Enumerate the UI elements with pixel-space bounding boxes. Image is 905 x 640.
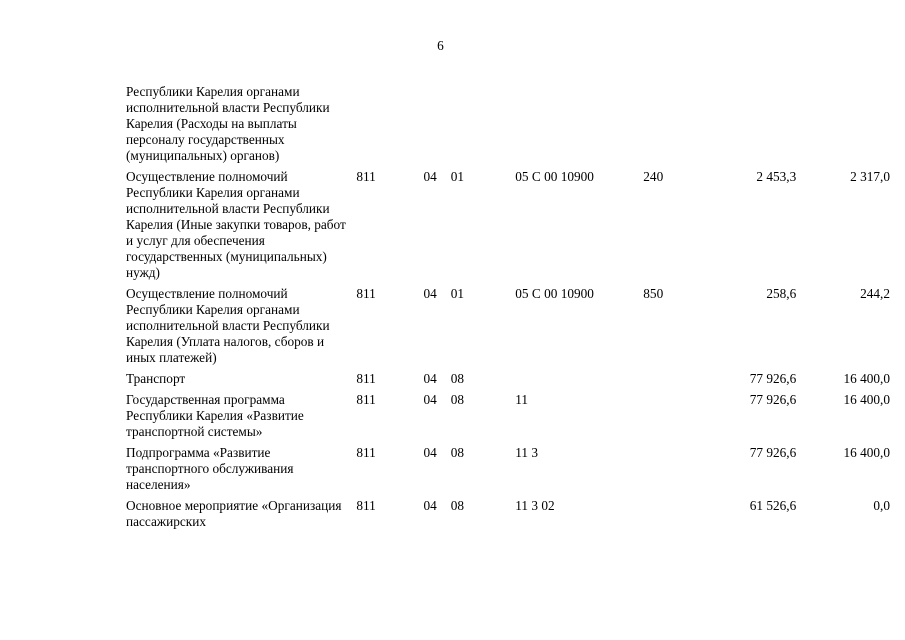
amount-1: 258,6 <box>766 286 797 301</box>
section-code: 04 <box>423 169 437 184</box>
table-row <box>126 371 890 392</box>
item-name: Осуществление полномочий Республики Карелия органами исполнительной власти Республики Карелия (Иные закупки товаров, работ и услуг для обеспечения государственных (муниципальных) нужд) <box>126 169 346 280</box>
amount-1: 77 926,6 <box>749 445 797 460</box>
item-name: Государственная программа Республики Карелия «Развитие транспортной системы» <box>126 392 304 439</box>
subsection-code: 08 <box>450 498 465 513</box>
amount-1: 77 926,6 <box>749 371 797 386</box>
amount-2: 244,2 <box>860 286 890 301</box>
section-code: 04 <box>423 498 437 513</box>
target-article-code: 11 3 <box>515 445 539 460</box>
amount-1: 61 526,6 <box>749 498 797 513</box>
section-code <box>401 84 451 169</box>
subsection-code: 01 <box>450 169 465 184</box>
amount-2: 2 317,0 <box>850 169 890 184</box>
grbs-code: 811 <box>356 498 376 513</box>
amount-2: 0,0 <box>873 498 890 513</box>
amount-1 <box>711 84 796 169</box>
subsection-code: 01 <box>450 286 465 301</box>
section-code: 04 <box>423 392 437 407</box>
grbs-code <box>351 84 401 169</box>
amount-2: 16 400,0 <box>843 392 890 407</box>
table-row <box>126 84 890 169</box>
amount-2: 16 400,0 <box>843 445 890 460</box>
table-row <box>126 445 890 498</box>
target-article-code: 05 С 00 10900 <box>515 169 594 184</box>
table-row <box>126 392 890 445</box>
page-number: 6 <box>437 38 444 53</box>
table-row <box>126 498 890 535</box>
expense-type-code <box>643 498 711 535</box>
subsection-code: 08 <box>450 445 465 460</box>
expense-type-code <box>643 371 711 392</box>
subsection-code: 08 <box>450 392 465 407</box>
section-code: 04 <box>423 286 437 301</box>
item-name: Осуществление полномочий Республики Карелия органами исполнительной власти Республики Карелия (Уплата налогов, сборов и иных платежей) <box>126 286 330 365</box>
budget-table <box>126 84 890 535</box>
section-code: 04 <box>423 445 437 460</box>
grbs-code: 811 <box>356 169 376 184</box>
grbs-code: 811 <box>356 445 376 460</box>
target-article-code <box>515 371 643 392</box>
target-article-code <box>515 84 643 169</box>
subsection-code <box>451 84 516 169</box>
target-article-code: 11 3 02 <box>515 498 555 513</box>
table-row <box>126 169 890 286</box>
item-name: Основное мероприятие «Организация пассажирских <box>126 498 342 529</box>
expense-type-code: 850 <box>643 286 664 301</box>
item-name: Республики Карелия органами исполнительной власти Республики Карелия (Расходы на выплаты персоналу государственных (муниципальных) органов) <box>126 84 330 163</box>
grbs-code: 811 <box>356 392 376 407</box>
grbs-code: 811 <box>356 286 376 301</box>
target-article-code: 11 <box>515 392 529 407</box>
item-name: Подпрограмма «Развитие транспортного обслуживания населения» <box>126 445 294 492</box>
target-article-code: 05 С 00 10900 <box>515 286 594 301</box>
subsection-code: 08 <box>450 371 465 386</box>
amount-1: 2 453,3 <box>756 169 797 184</box>
expense-type-code <box>643 445 711 498</box>
table-row <box>126 286 890 371</box>
amount-2 <box>796 84 890 169</box>
item-name: Транспорт <box>126 371 186 386</box>
section-code: 04 <box>423 371 437 386</box>
expense-type-code: 240 <box>643 169 664 184</box>
amount-2: 16 400,0 <box>843 371 890 386</box>
expense-type-code <box>643 392 711 445</box>
expense-type-code <box>643 84 711 169</box>
amount-1: 77 926,6 <box>749 392 797 407</box>
grbs-code: 811 <box>356 371 376 386</box>
